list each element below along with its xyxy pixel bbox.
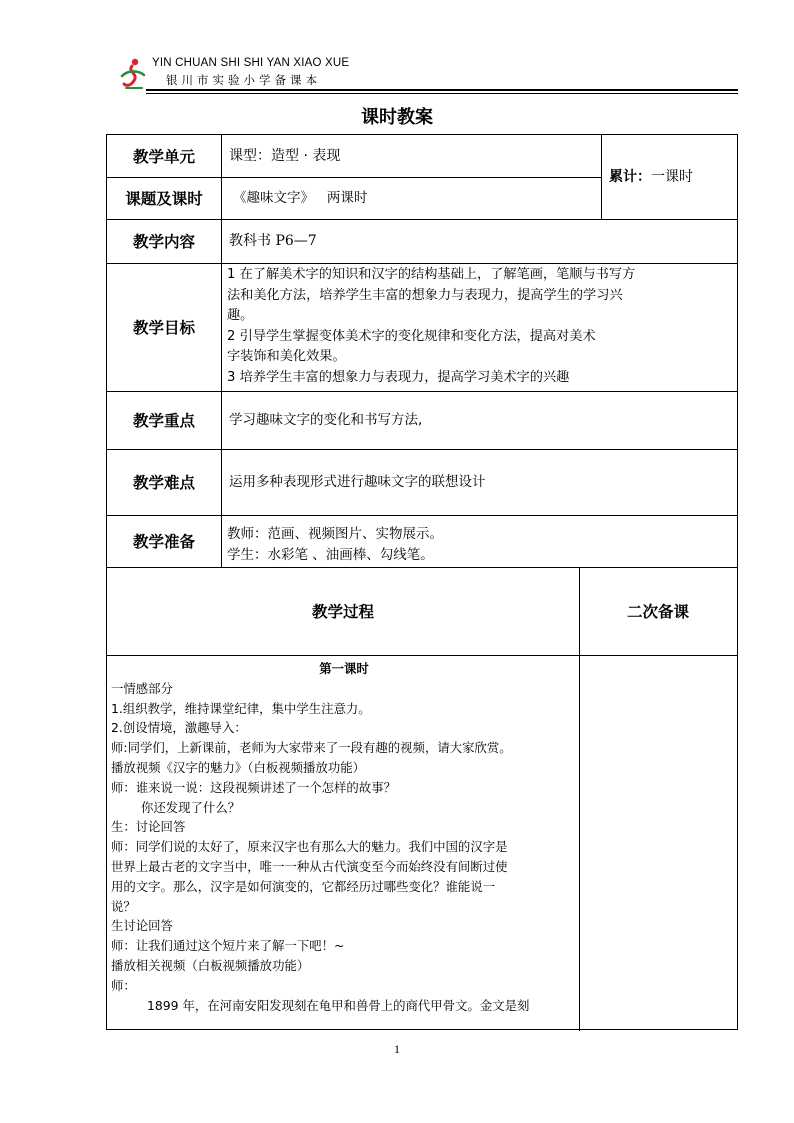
- process-content: [111, 659, 577, 1031]
- school-logo-icon: [118, 56, 148, 90]
- goal-line: 字装饰和美化效果。: [227, 349, 346, 364]
- document-title: 课时教案: [361, 107, 433, 128]
- process-line: 用的文字。那么，汉字是如何演变的，它都经历过哪些变化？谁能说一: [111, 878, 496, 894]
- row-divider: [107, 655, 737, 656]
- process-line: 生讨论回答: [111, 918, 173, 934]
- process-line: 师：: [111, 977, 136, 993]
- prep-line: 学生：水彩笔 、油画棒、勾线笔。: [227, 547, 434, 563]
- school-name-cn: 银川市实验小学备课本: [166, 73, 321, 87]
- process-line: 师：谁来说一说：这段视频讲述了一个怎样的故事？: [111, 779, 396, 795]
- lesson-plan-table: [106, 134, 738, 1030]
- content-label: 教学内容: [132, 233, 195, 251]
- process-heading: 教学过程: [311, 603, 374, 621]
- goals-value: [227, 265, 635, 388]
- goal-line: 1 在了解美术字的知识和汉字的结构基础上，了解笔画，笔顺与书写方: [227, 267, 636, 282]
- topic-label: 课题及课时: [125, 190, 203, 208]
- goal-line: 趣。: [227, 308, 254, 323]
- header-rule-thick: [146, 89, 738, 91]
- process-line: 1.组织教学，维持课堂纪律，集中学生注意力。: [111, 700, 371, 716]
- header-rule-thin: [146, 93, 738, 94]
- unit-label: 教学单元: [132, 148, 195, 166]
- page-number: 1: [394, 1042, 400, 1056]
- prep-label: 教学准备: [132, 533, 195, 551]
- goal-line: 3 培养学生丰富的想象力与表现力，提高学习美术字的兴趣: [227, 369, 570, 385]
- topic-value: 《趣味文字》 两课时: [233, 190, 368, 206]
- page-header: [118, 52, 738, 94]
- column-divider: [601, 135, 602, 219]
- process-line: 2.创设情境，激趣导入：: [111, 720, 247, 736]
- difficulty-value: 运用多种表现形式进行趣味文字的联想设计: [229, 474, 486, 490]
- process-line: 师:同学们，上新课前，老师为大家带来了一段有趣的视频，请大家欣赏。: [111, 740, 512, 756]
- process-line: 师：同学们说的太好了，原来汉字也有那么大的魅力。我们中国的汉字是: [111, 839, 508, 855]
- process-line: 生：讨论回答: [111, 819, 186, 835]
- process-line: 播放相关视频（白板视频播放功能）: [111, 957, 310, 973]
- goals-label: 教学目标: [132, 319, 195, 337]
- goal-line: 法和美化方法，培养学生丰富的想象力与表现力，提高学生的学习兴: [227, 287, 623, 303]
- process-line: 你还发现了什么？: [141, 799, 241, 815]
- school-name-en: YIN CHUAN SHI SHI YAN XIAO XUE: [152, 57, 350, 69]
- process-line: 世界上最古老的文字当中，唯一一种从古代演变至今而始终没有间断过使: [111, 858, 508, 874]
- process-line: 一情感部分: [111, 680, 173, 696]
- focus-value: 学习趣味文字的变化和书写方法,: [229, 412, 423, 428]
- unit-value: 课型：造型 · 表现: [229, 148, 341, 164]
- prep-line: 教师：范画、视频图片、实物展示。: [227, 526, 443, 542]
- total-hours: [609, 168, 693, 186]
- content-value: 教科书 P6—7: [229, 233, 317, 249]
- column-divider: [221, 135, 222, 567]
- process-line: 说？: [111, 898, 136, 914]
- total-value: 一课时: [651, 169, 693, 185]
- goal-line: 2 引导学生掌握变体美术字的变化规律和变化方法，提高对美术: [227, 328, 596, 344]
- process-line: 1899 年，在河南安阳发现刻在龟甲和兽骨上的商代甲骨文。金文是刻: [147, 997, 530, 1013]
- difficulty-label: 教学难点: [132, 474, 195, 492]
- focus-label: 教学重点: [132, 412, 195, 430]
- prep-value: [227, 524, 443, 566]
- second-prep-heading: 二次备课: [626, 603, 689, 621]
- process-line: 师：让我们通过这个短片来了解一下吧！~: [111, 938, 345, 954]
- total-label: 累计：: [609, 169, 651, 185]
- process-line: 播放视频《汉字的魅力》（白板视频播放功能）: [111, 759, 366, 775]
- lesson-heading: 第一课时: [319, 661, 369, 676]
